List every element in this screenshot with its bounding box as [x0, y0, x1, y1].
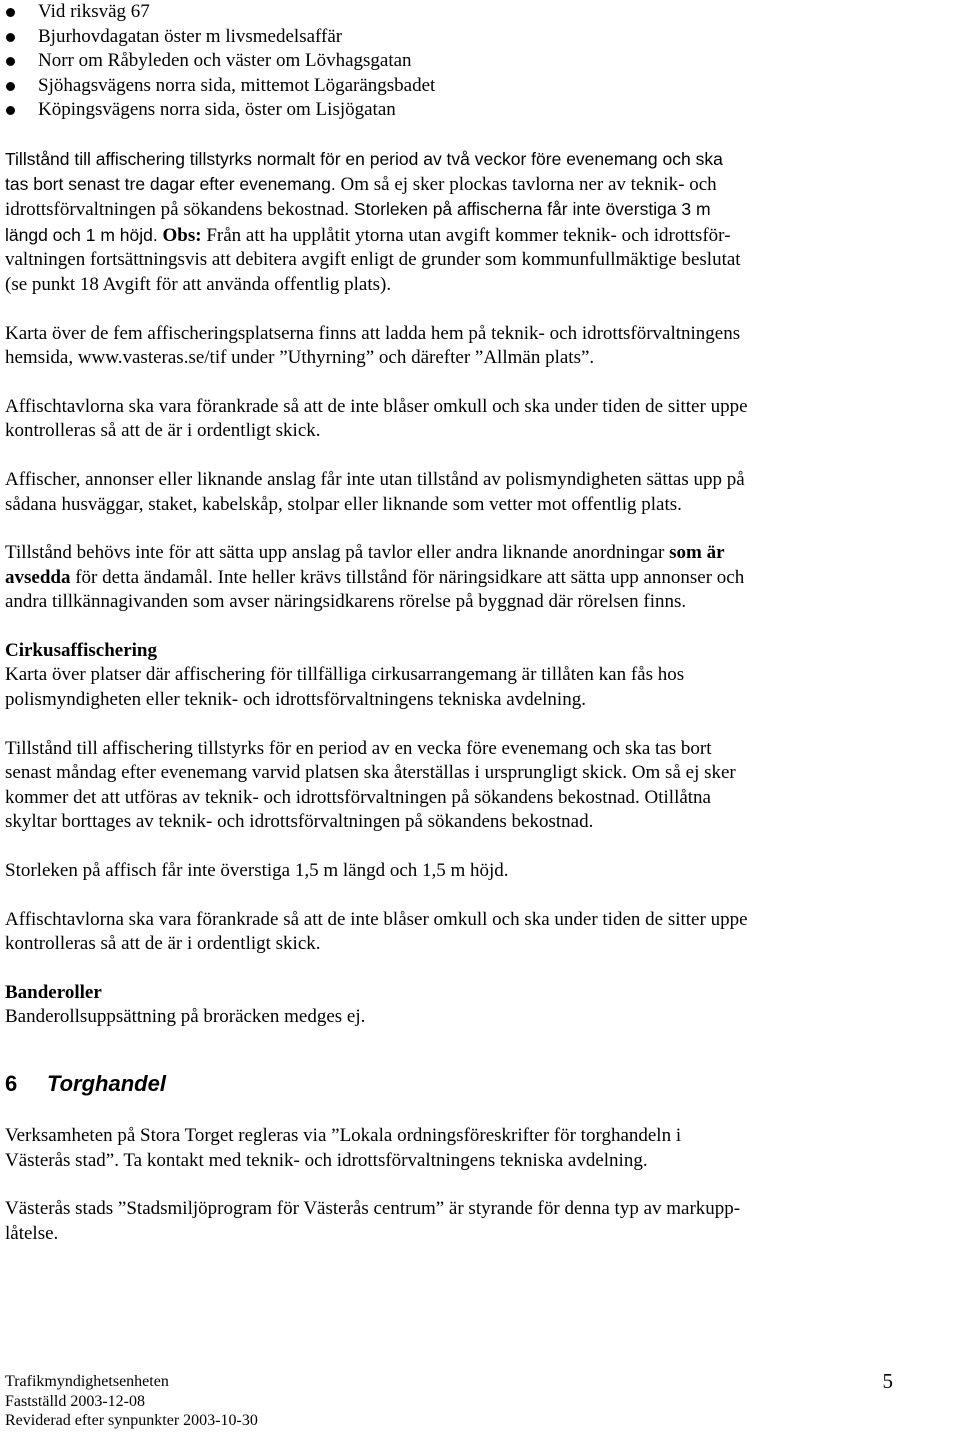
market-paragraph: Verksamheten på Stora Torget regleras via ”Lokala ordningsföreskrifter för torghandeln i Västerås stad”. Ta kontakt med teknik- och idrottsförvaltningens tekniska avdelning.	[5, 1125, 682, 1171]
list-item: Vid riksväg 67	[5, 0, 853, 25]
document-page	[5, 0, 853, 1246]
circus-anchoring-paragraph: Affischtavlorna ska vara förankrade så att de inte blåser omkull och ska under tiden de sitter uppe kontrolleras så att de är i ordentligt skick.	[5, 908, 748, 955]
banner-heading: Banderoller	[5, 981, 102, 1003]
list-item: Bjurhovdagatan öster m livsmedelsaffär	[5, 25, 853, 50]
obs-label: Obs:	[157, 224, 202, 246]
bullet-icon	[6, 8, 15, 17]
list-item: Norr om Råbyleden och väster om Lövhagsgatan	[5, 49, 853, 74]
circus-permit-paragraph: Tillstånd till affischering tillstyrks för en period av en vecka före evenemang och ska tas bort senast måndag efter evenemang varvid platsen ska återställas i ursprungligt skick. Om så ej sker kommer det att utföras av teknik- och idrottsförvaltningen på sökandens bekostnad. Otillåtna skyltar borttages av teknik- och idrottsförvaltningen på sökandens bekostnad.	[5, 737, 736, 833]
bullet-icon	[6, 82, 15, 91]
section-title: Torghandel	[47, 1071, 166, 1096]
city-program-paragraph: Västerås stads ”Stadsmiljöprogram för Västerås centrum” är styrande för denna typ av markupp- låtelse.	[5, 1198, 741, 1244]
size-paragraph: Storleken på affisch får inte överstiga 1,5 m längd och 1,5 m höjd.	[5, 860, 509, 882]
footer-established: Fastställd 2003-12-08	[5, 1392, 145, 1410]
bullet-icon	[6, 57, 15, 66]
police-permit-paragraph: Affischer, annonser eller liknande anslag får inte utan tillstånd av polismyndigheten sättas upp på sådana husväggar, staket, kabelskåp, stolpar eller liknande som vetter mot offentlig plats.	[5, 468, 745, 515]
bullet-icon	[6, 33, 15, 42]
section-number: 6	[5, 1071, 18, 1096]
footer-revised: Reviderad efter synpunkter 2003-10-30	[5, 1412, 258, 1429]
anchoring-paragraph: Affischtavlorna ska vara förankrade så att de inte blåser omkull och ska under tiden de sitter uppe kontrolleras så att de är i ordentligt skick.	[5, 395, 748, 442]
page-footer	[5, 1369, 893, 1431]
map-paragraph: Karta över de fem affischeringsplatserna finns att ladda hem på teknik- och idrottsförvaltningens hemsida, www.vasteras.se/tif under ”Uthyrning” och därefter ”Allmän plats”.	[5, 322, 741, 369]
section-heading	[5, 1070, 853, 1098]
list-item: Köpingsvägens norra sida, öster om Lisjögatan	[5, 98, 853, 123]
circus-heading: Cirkusaffischering	[5, 639, 157, 661]
list-item: Sjöhagsvägens norra sida, mittemot Lögarängsbadet	[5, 74, 853, 99]
circus-section: Cirkusaffischering Karta över platser där affischering för tillfälliga cirkusarrangemang är tillåten kan fås hos polismyndigheten eller teknik- och idrottsförvaltningens tekniska avdelning.	[5, 639, 853, 713]
footer-org: Trafikmyndighetsenheten	[5, 1373, 169, 1390]
no-permit-paragraph: Tillstånd behövs inte för att sätta upp anslag på tavlor eller andra liknande anordningar som är avsedda för detta ändamål. Inte heller krävs tillstånd för näringsidkare att sätta upp annonser och andra tillkännagivanden som avser näringsidkarens rörelse på byggnad där rörelsen finns.	[5, 542, 745, 613]
permit-paragraph: Tillstånd till affischering tillstyrks normalt för en period av två veckor före evenemang och ska tas bort senast tre dagar efter evenemang. Om så ej sker plockas tavlorna ner av teknik- och idrottsförvaltningen på sökandens bekostnad. Storleken på affischerna får inte överstiga 3 m längd och 1 m höjd. Obs: Från att ha upplåtit ytorna utan avgift kommer teknik- och idrottsför- valtningen fortsättningsvis att debitera avgift enligt de grunder som kommunfullmäktige beslutat (se punkt 18 Avgift för att använda offentlig plats).	[5, 148, 741, 295]
page-number: 5	[882, 1369, 893, 1393]
banner-section: Banderoller Banderollsuppsättning på broräcken medges ej.	[5, 981, 853, 1030]
bullet-icon	[6, 106, 15, 115]
location-list	[5, 0, 853, 123]
